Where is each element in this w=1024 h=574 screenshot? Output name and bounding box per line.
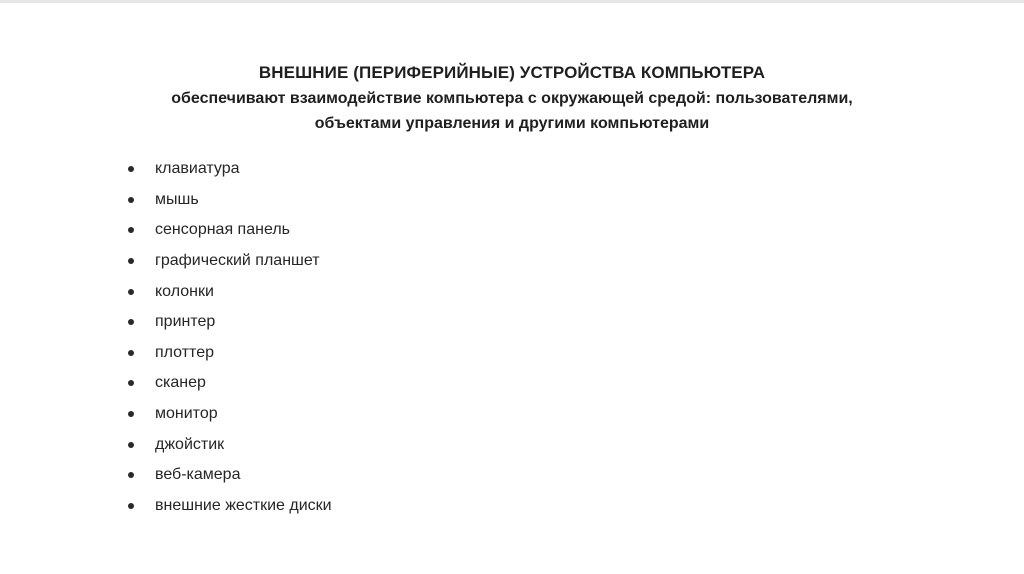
bullet-icon xyxy=(128,411,134,417)
list-item-label: принтер xyxy=(155,313,216,331)
list-item-keyboard xyxy=(128,154,332,185)
list-item-label: внешние жесткие диски xyxy=(155,496,332,514)
list-item-monitor xyxy=(128,399,332,430)
list-item-label: плоттер xyxy=(155,343,214,361)
list-item-label: колонки xyxy=(155,282,214,300)
bullet-icon xyxy=(128,258,134,264)
bullet-icon xyxy=(128,380,134,386)
list-item-joystick xyxy=(128,429,332,460)
bullet-icon xyxy=(128,166,134,172)
bullet-icon xyxy=(128,442,134,448)
list-item-mouse xyxy=(128,185,332,216)
bullet-icon xyxy=(128,227,134,233)
list-item-scanner xyxy=(128,368,332,399)
list-item-webcam xyxy=(128,460,332,491)
list-item-label: монитор xyxy=(155,405,218,423)
list-item-speakers xyxy=(128,276,332,307)
slide-subtitle-line-1: обеспечивают взаимодействие компьютера с окружающей средой: пользователями, xyxy=(171,90,853,107)
list-item-label: веб-камера xyxy=(155,466,241,484)
list-item-printer xyxy=(128,307,332,338)
slide-subtitle-line-2: объектами управления и другими компьютерами xyxy=(314,115,710,132)
bullet-icon xyxy=(128,289,134,295)
list-item-plotter xyxy=(128,338,332,369)
top-divider xyxy=(0,0,1024,3)
slide-heading xyxy=(62,60,962,136)
list-item-external-drives xyxy=(128,491,332,522)
list-item-label: клавиатура xyxy=(155,160,240,178)
list-item-label: сенсорная панель xyxy=(155,221,290,239)
bullet-icon xyxy=(128,503,134,509)
slide-title: ВНЕШНИЕ (ПЕРИФЕРИЙНЫЕ) УСТРОЙСТВА КОМПЬЮТЕРА xyxy=(258,63,766,82)
bullet-icon xyxy=(128,197,134,203)
bullet-icon xyxy=(128,472,134,478)
bullet-icon xyxy=(128,350,134,356)
list-item-touchpad xyxy=(128,215,332,246)
list-item-label: сканер xyxy=(155,374,206,392)
list-item-label: графический планшет xyxy=(155,252,320,270)
device-list xyxy=(128,154,332,521)
bullet-icon xyxy=(128,319,134,325)
list-item-label: мышь xyxy=(155,190,199,208)
list-item-label: джойстик xyxy=(155,435,225,453)
list-item-graphics-tablet xyxy=(128,246,332,277)
